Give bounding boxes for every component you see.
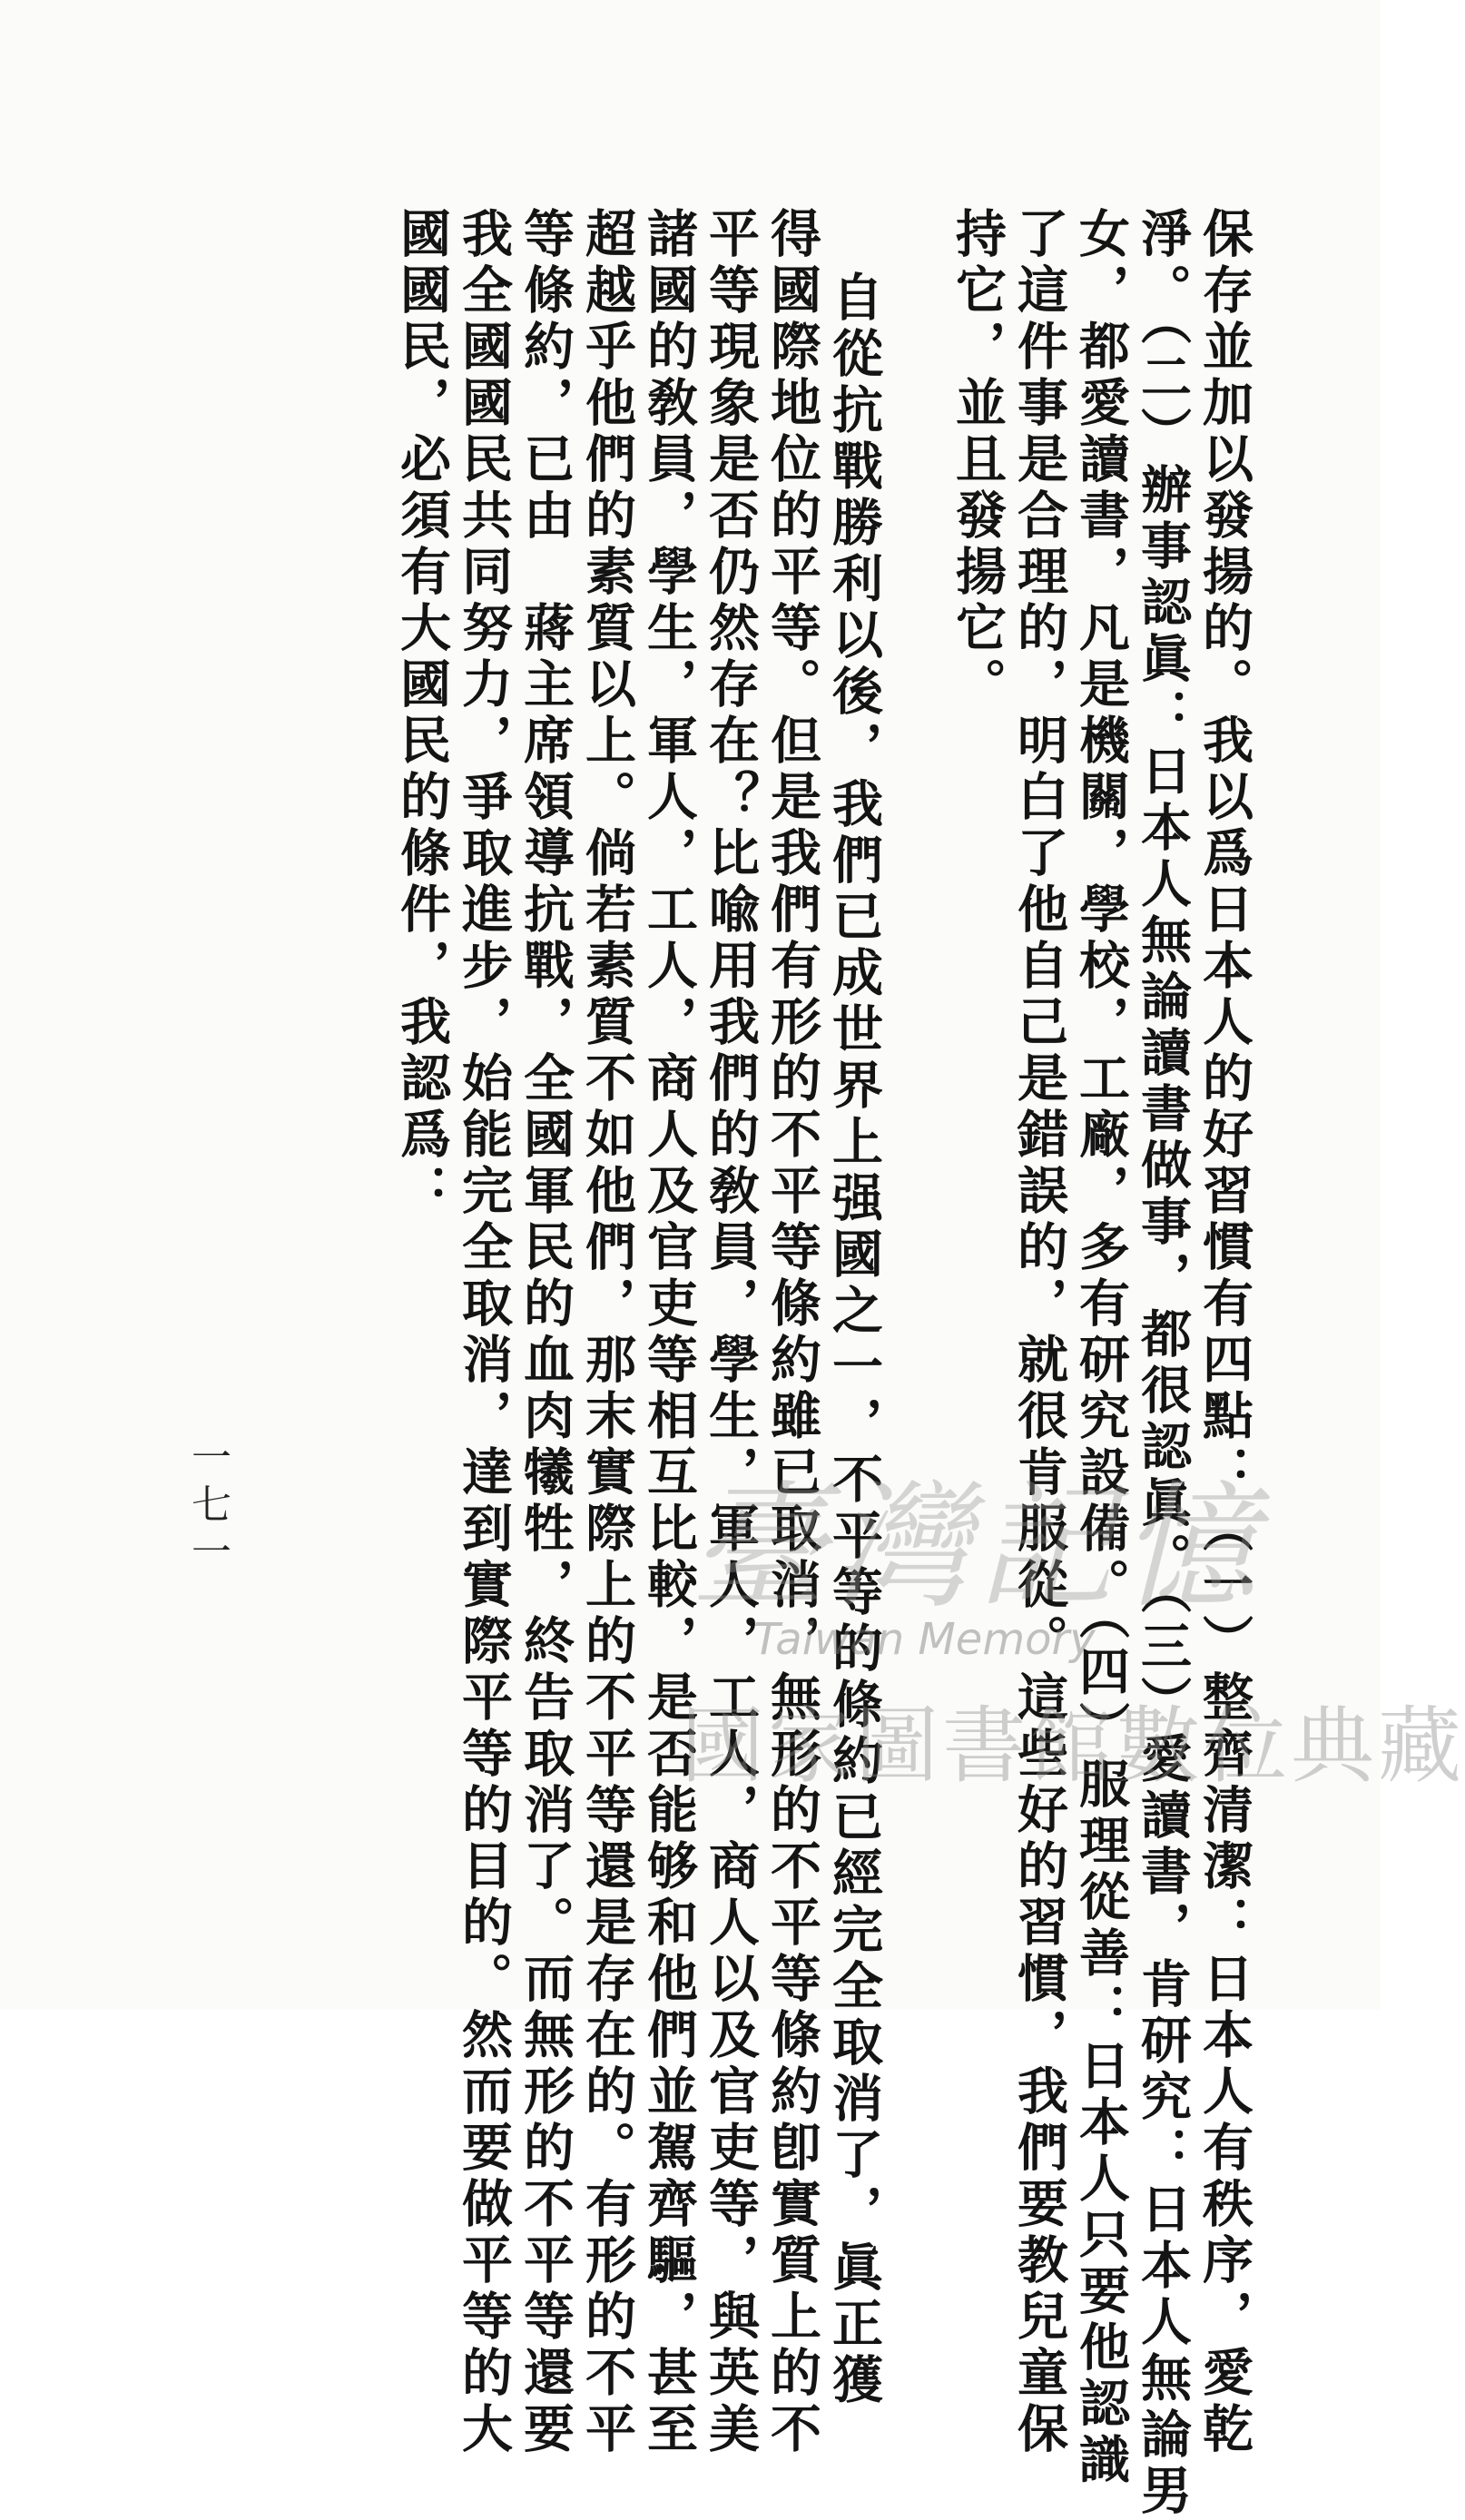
text-column-6: 自從抗戰勝利以後，我們已成世界上强國之一，不平等的條約已經完全取消了，眞正獲 <box>824 271 884 2409</box>
watermark-english: Taiwan Memory <box>753 1614 1096 1665</box>
text-column-2: 淨。（二）辦事認眞：日本人無論讀書做事，都很認眞。（三）愛讀書，肯研究：日本人無論男 <box>1133 207 1193 2520</box>
watermark-library: 國家圖書館數位典藏 <box>681 1698 1465 1795</box>
text-column-11: 等條約，已由 蔣主席領導抗戰，全國軍民的血肉犧牲，終告取消了。而無形的不平等還要 <box>516 207 575 2458</box>
text-column-5: 持它，並且發揚它。 <box>948 207 1008 714</box>
page-number: 一七一 <box>184 1436 231 1578</box>
watermark-title: 臺灣記憶 <box>690 1469 1264 1627</box>
text-column-1: 保存並加以發揚的。我以爲日本人的好習慣有四點：（一）整齊清潔：日本人有秩序，愛乾 <box>1195 207 1254 2458</box>
text-column-12: 我全國國民共同努力，爭取進步，始能完全取消，達到實際平等的目的。然而要做平等的大 <box>454 207 514 2458</box>
text-column-4: 了這件事是合理的，明白了他自己是錯誤的，就很肯服從。這些好的習慣，我們要教兒童保 <box>1009 207 1069 2458</box>
text-column-8: 平等現象是否仍然存在？比喩用我們的敎員，學生，軍人，工人，商人以及官吏等，與英美 <box>701 207 761 2458</box>
text-column-13: 國國民，必須有大國民的條件，我認爲： <box>392 207 452 1220</box>
text-column-10: 超越乎他們的素質以上。倘若素質不如他們，那末實際上的不平等還是存在的。有形的不平 <box>577 207 637 2458</box>
text-column-3: 女，都愛讀書，凡是機關，學校，工廠，多有研究設備。（四）服理從善：日本人只要他認識 <box>1071 207 1131 2489</box>
text-column-9: 諸國的敎員，學生，軍人，工人，商人及官吏等相互比較，是否能够和他們並駕齊驅，甚至 <box>639 207 699 2458</box>
text-column-7: 得國際地位的平等。但是我們有形的不平等條約雖已取消，無形的不平等條約卽實質上的不 <box>762 207 822 2458</box>
